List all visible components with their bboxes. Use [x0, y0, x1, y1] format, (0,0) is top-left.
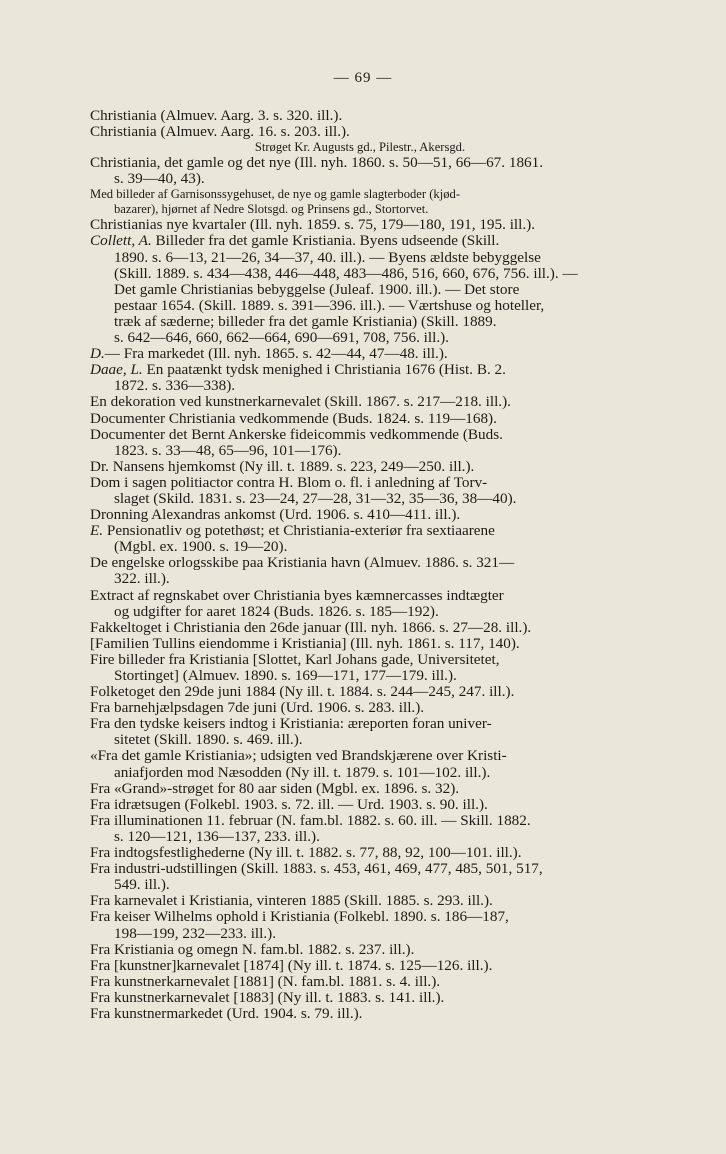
entry-author: Collett, A.	[90, 233, 152, 250]
bibliography-entry	[90, 108, 630, 124]
entry-line: Fra barnehjælpsdagen 7de juni (Urd. 1906. s. 283. ill.).	[90, 700, 425, 717]
bibliography-entry	[90, 588, 630, 620]
entry-line: 198—199, 232—233. ill.).	[114, 924, 276, 942]
entry-line	[90, 362, 630, 379]
bibliography-entry	[90, 861, 630, 893]
entry-line: 1872. s. 336—338).	[114, 377, 236, 395]
entry-text: En paatænkt tydsk menighed i Christiania 1676 (Hist. B. 2.	[142, 362, 506, 379]
bibliography-entry	[90, 748, 630, 780]
bibliography-entry	[90, 652, 630, 684]
entry-line: Fra [kunstner]karnevalet [1874] (Ny ill. t. 1874. s. 125—126. ill.).	[90, 957, 493, 974]
bibliography-entry	[90, 813, 630, 845]
entry-line: pestaar 1654. (Skill. 1889. s. 391—396. ill.). — Værtshuse og hoteller,	[114, 296, 545, 314]
entry-line: Fakkeltoget i Christiania den 26de januar (Ill. nyh. 1866. s. 27—28. ill.).	[90, 619, 532, 636]
entry-line: (Skill. 1889. s. 434—438, 446—448, 483—486, 516, 660, 676, 756. ill.). —	[114, 264, 578, 282]
entry-line: s. 120—121, 136—137, 233. ill.).	[114, 827, 320, 845]
entry-line: Fra den tydske keisers indtog i Kristiania: æreporten foran univer-	[90, 716, 492, 733]
entry-text: Billeder fra det gamle Kristiania. Byens udseende (Skill.	[151, 233, 500, 250]
entry-line: Strøget Kr. Augusts gd., Pilestr., Akersgd.	[254, 140, 466, 155]
entry-line: Stortinget] (Almuev. 1890. s. 169—171, 177—179. ill.).	[114, 667, 457, 684]
entry-line: aniafjorden mod Næsodden (Ny ill. t. 1879. s. 101—102. ill.).	[114, 763, 491, 781]
bibliography-entry	[90, 155, 630, 187]
entry-line: s. 39—40, 43).	[114, 170, 205, 188]
entry-author: Daae, L.	[90, 362, 143, 379]
bibliography-entry	[90, 684, 630, 700]
entry-line: De engelske orlogsskibe paa Kristiania havn (Almuev. 1886. s. 321—	[90, 555, 515, 572]
bibliography-entry	[90, 394, 630, 410]
entry-line: 322. ill.).	[114, 570, 170, 588]
entry-line: Fra illuminationen 11. februar (N. fam.bl. 1882. s. 60. ill. — Skill. 1882.	[90, 812, 531, 829]
bibliography-entry	[90, 217, 630, 233]
bibliography-entry	[90, 845, 630, 861]
entry-line: Christianias nye kvartaler (Ill. nyh. 1859. s. 75, 179—180, 191, 195. ill.).	[90, 217, 536, 234]
entry-text: Pensionatliv og potethøst; et Christiania-exteriør fra sextiaarene	[103, 523, 495, 540]
bibliography-entry	[90, 636, 630, 652]
entry-line: bazarer), hjørnet af Nedre Slotsgd. og Prinsens gd., Stortorvet.	[114, 202, 429, 217]
entry-line: Fra indtogsfestlighederne (Ny ill. t. 1882. s. 77, 88, 92, 100—101. ill.).	[90, 845, 522, 862]
entry-line: slaget (Skild. 1831. s. 23—24, 27—28, 31—32, 35—36, 38—40).	[114, 489, 517, 507]
entry-line: 1890. s. 6—13, 21—26, 34—37, 40. ill.). — Byens ældste bebyggelse	[114, 248, 541, 266]
entry-line: Fra idrætsugen (Folkebl. 1903. s. 72. ill. — Urd. 1903. s. 90. ill.).	[90, 796, 488, 813]
entry-line: Fra industri-udstillingen (Skill. 1883. s. 453, 461, 469, 477, 485, 501, 517,	[90, 861, 543, 878]
entry-author: E.	[90, 523, 104, 540]
bibliography-entry	[90, 716, 630, 748]
entry-line: Fra «Grand»-strøget for 80 aar siden (Mgbl. ex. 1896. s. 32).	[90, 780, 460, 797]
entry-line: Extract af regnskabet over Christiania byes kæmnercasses indtægter	[90, 587, 504, 604]
bibliography-entry	[90, 427, 630, 459]
bibliography-entry	[90, 507, 630, 523]
entry-line: [Familien Tullins eiendomme i Kristiania] (Ill. nyh. 1861. s. 117, 140).	[90, 635, 520, 652]
entry-line: Christiania (Almuev. Aarg. 16. s. 203. ill.).	[90, 124, 350, 141]
entry-line: Fire billeder fra Kristiania [Slottet, Karl Johans gade, Universitetet,	[90, 651, 500, 668]
bibliography-entry	[90, 974, 630, 990]
entry-text: — Fra markedet (Ill. nyh. 1865. s. 42—44, 47—48. ill.).	[104, 346, 448, 363]
bibliography-entry	[90, 475, 630, 507]
bibliography-entry	[90, 1006, 630, 1022]
bibliography-entry	[90, 459, 630, 475]
entry-line: sitetet (Skill. 1890. s. 469. ill.).	[114, 731, 303, 749]
bibliography-entry	[90, 781, 630, 797]
entry-line: Documenter det Bernt Ankerske fideicommis vedkommende (Buds.	[90, 426, 503, 443]
bibliography-entry	[90, 909, 630, 941]
bibliography-entry	[90, 797, 630, 813]
entry-line: 1823. s. 33—48, 65—96, 101—176).	[114, 441, 342, 459]
entry-line: Fra keiser Wilhelms ophold i Kristiania (Folkebl. 1890. s. 186—187,	[90, 909, 509, 926]
entry-line: Med billeder af Garnisonssygehuset, de nye og gamle slagterboder (kjød-	[90, 187, 461, 202]
entry-line	[90, 346, 630, 363]
page-number: — 69 —	[333, 70, 393, 86]
bibliography-entry	[90, 555, 630, 587]
entry-line: Christiania, det gamle og det nye (Ill. nyh. 1860. s. 50—51, 66—67. 1861.	[90, 155, 544, 172]
entry-line: s. 642—646, 660, 662—664, 690—691, 708, 756. ill.).	[114, 329, 449, 347]
entry-line: Folketoget den 29de juni 1884 (Ny ill. t. 1884. s. 244—245, 247. ill.).	[90, 684, 515, 701]
entry-line: En dekoration ved kunstnerkarnevalet (Skill. 1867. s. 217—218. ill.).	[90, 394, 511, 411]
entry-line: Fra karnevalet i Kristiania, vinteren 1885 (Skill. 1885. s. 293. ill.).	[90, 893, 493, 910]
bibliography-entry	[90, 620, 630, 636]
entry-author: D.	[90, 346, 105, 363]
bibliography-list	[90, 108, 630, 1022]
entry-note	[90, 187, 630, 217]
entry-line: Dronning Alexandras ankomst (Urd. 1906. s. 410—411. ill.).	[90, 507, 461, 524]
entry-line: 549. ill.).	[114, 876, 170, 894]
bibliography-entry	[90, 958, 630, 974]
entry-line: Fra kunstnermarkedet (Urd. 1904. s. 79. ill.).	[90, 1005, 363, 1022]
bibliography-entry	[90, 362, 630, 394]
bibliography-entry	[90, 346, 630, 362]
bibliography-entry	[90, 700, 630, 716]
entry-line: «Fra det gamle Kristiania»; udsigten ved Brandskjærene over Kristi-	[90, 748, 507, 765]
entry-line: Det gamle Christianias bebyggelse (Juleaf. 1900. ill.). — Det store	[114, 280, 520, 298]
entry-line	[90, 233, 630, 250]
entry-line: Fra kunstnerkarnevalet [1881] (N. fam.bl. 1881. s. 4. ill.).	[90, 973, 441, 990]
bibliography-entry	[90, 523, 630, 555]
entry-line: (Mgbl. ex. 1900. s. 19—20).	[114, 538, 288, 556]
bibliography-entry	[90, 990, 630, 1006]
entry-line: Dom i sagen politiactor contra H. Blom o. fl. i anledning af Torv-	[90, 474, 488, 491]
entry-line: Dr. Nansens hjemkomst (Ny ill. t. 1889. s. 223, 249—250. ill.).	[90, 458, 475, 475]
entry-note	[90, 140, 630, 155]
bibliography-entry	[90, 942, 630, 958]
bibliography-entry	[90, 233, 630, 346]
bibliography-entry	[90, 411, 630, 427]
bibliography-entry	[90, 893, 630, 909]
entry-line: Christiania (Almuev. Aarg. 3. s. 320. ill.).	[90, 108, 343, 124]
entry-line: Fra kunstnerkarnevalet [1883] (Ny ill. t. 1883. s. 141. ill.).	[90, 989, 445, 1006]
entry-line: og udgifter for aaret 1824 (Buds. 1826. s. 185—192).	[114, 602, 439, 620]
entry-line: Documenter Christiania vedkommende (Buds. 1824. s. 119—168).	[90, 410, 497, 427]
entry-line: træk af sæderne; billeder fra det gamle Kristiania) (Skill. 1889.	[114, 312, 497, 330]
entry-line: Fra Kristiania og omegn N. fam.bl. 1882. s. 237. ill.).	[90, 941, 415, 958]
bibliography-entry	[90, 124, 630, 140]
entry-line	[90, 523, 630, 540]
